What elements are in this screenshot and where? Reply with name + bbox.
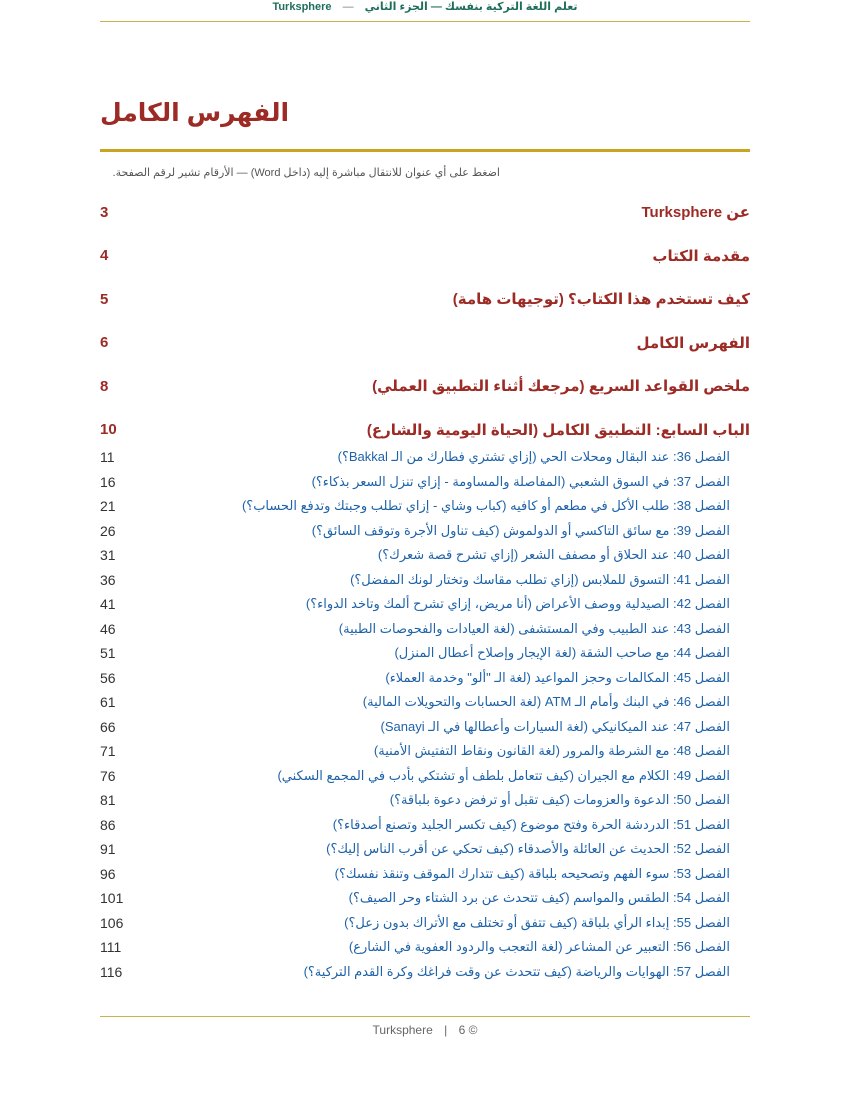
toc-page-number: 46 — [100, 620, 116, 637]
toc-chapter-entry[interactable] — [100, 939, 750, 955]
toc-chapter-entry[interactable] — [100, 694, 750, 710]
toc-page-number: 106 — [100, 914, 124, 931]
toc-main-entry[interactable] — [100, 203, 750, 221]
toc-page-number: 96 — [100, 865, 116, 882]
toc-page-number: 81 — [100, 792, 116, 808]
page-title: الفهرس الكامل — [100, 99, 290, 127]
toc-page-number: 116 — [100, 963, 123, 980]
toc-entry-title: ملخص القواعد السريع (مرجعك أثناء التطبيق العملي) — [372, 378, 750, 395]
toc-entry-title: الفصل 40: عند الحلاق أو مصفف الشعر (إزاي تشرح قصة شعرك؟) — [377, 547, 730, 562]
toc-entry-title: مقدمة الكتاب — [652, 247, 750, 265]
title-divider — [100, 149, 750, 152]
header-line — [272, 0, 577, 15]
toc-chapter-entry[interactable] — [100, 474, 750, 490]
toc-page-number: 11 — [100, 449, 115, 465]
toc-page-number: 10 — [100, 421, 117, 438]
toc-page-number: 71 — [100, 743, 116, 759]
toc-entry-title: الفصل 53: سوء الفهم وتصحيحه بلباقة (كيف تتدارك الموقف وتنقذ نفسك؟) — [334, 865, 730, 881]
toc-page-number: 51 — [100, 645, 116, 661]
toc-page-number: 6 — [100, 334, 109, 351]
toc-chapter-entry[interactable] — [100, 596, 750, 612]
toc-main-entry[interactable] — [100, 334, 750, 352]
toc-page-number: 5 — [100, 290, 109, 308]
page-footer — [100, 1023, 750, 1037]
toc-chapter-entry[interactable] — [100, 743, 750, 759]
toc-entry-title: الباب السابع: التطبيق الكامل (الحياة اليومية والشارع) — [366, 421, 750, 439]
toc-entry-title: الفصل 37: في السوق الشعبي (المفاصلة والمساومة - إزاي تنزل السعر بذكاء؟) — [311, 473, 730, 489]
toc-entry-title: الفصل 57: الهوايات والرياضة (كيف تتحدث عن وقت فراغك وكرة القدم التركية؟) — [303, 963, 730, 979]
toc-chapter-entry[interactable] — [100, 719, 750, 735]
toc-page-number: 66 — [100, 718, 116, 735]
toc-entry-title: الفصل 43: عند الطبيب وفي المستشفى (لغة العيادات والفحوصات الطبية) — [338, 620, 730, 636]
toc-main-entry[interactable] — [100, 377, 750, 395]
toc-chapter-entry[interactable] — [100, 621, 750, 637]
header-book-title: تعلم اللغة التركية بنفسك — الجزء الثاني — [364, 1, 578, 13]
toc-chapter-entry[interactable] — [100, 841, 750, 857]
toc-entry-title: الفصل 56: التعبير عن المشاعر (لغة التعجب والردود العفوية في الشارع) — [348, 939, 730, 954]
toc-page-number: 41 — [100, 596, 116, 612]
toc-entry-title: الفصل 39: مع سائق التاكسي أو الدولموش (كيف تناول الأجرة وتوقف السائق؟) — [311, 522, 730, 538]
toc-page-number: 16 — [100, 473, 116, 490]
toc-chapter-entry[interactable] — [100, 670, 750, 686]
toc-entry-title: عن Turksphere — [641, 204, 750, 221]
toc-page-number: 111 — [100, 939, 122, 955]
toc-chapter-entry[interactable] — [100, 792, 750, 808]
toc-chapter-entry[interactable] — [100, 768, 750, 784]
toc-page-number: 61 — [100, 694, 116, 710]
toc-page-number: 86 — [100, 816, 116, 833]
toc-page-number: 21 — [100, 498, 116, 514]
toc-chapter-entry[interactable] — [100, 890, 750, 906]
toc-page-number: 76 — [100, 767, 116, 784]
toc-entry-title: الفصل 55: إبداء الرأي بلباقة (كيف تتفق أو تختلف مع الأتراك بدون زعل؟) — [344, 914, 730, 930]
toc-page-number: 91 — [100, 841, 116, 857]
header-brand: Turksphere — [272, 1, 332, 13]
toc-chapter-entry[interactable] — [100, 915, 750, 931]
toc-chapter-entry[interactable] — [100, 572, 750, 588]
toc-entry-title: الفصل 42: الصيدلية ووصف الأعراض (أنا مريض، إزاي تشرح ألمك وتاخد الدواء؟) — [305, 596, 730, 611]
header-separator: — — [342, 1, 354, 13]
instruction-text: اضغط على أي عنوان للانتقال مباشرة إليه (داخل Word) — الأرقام تشير لرقم الصفحة. — [112, 167, 500, 179]
toc-entry-title: الفهرس الكامل — [636, 334, 750, 352]
toc-entry-title: الفصل 51: الدردشة الحرة وفتح موضوع (كيف تكسر الجليد وتصنع أصدقاء؟) — [332, 816, 730, 832]
toc-entry-title: الفصل 52: الحديث عن العائلة والأصدقاء (كيف تحكي عن أقرب الناس إليك؟) — [326, 841, 730, 856]
toc-entry-title: الفصل 44: مع صاحب الشقة (لغة الإيجار وإصلاح أعطال المنزل) — [394, 645, 730, 660]
toc-page-number: 31 — [100, 547, 116, 563]
toc-page-number: 8 — [100, 377, 109, 395]
footer-divider-glyph: | — [444, 1023, 448, 1037]
toc-entry-title: الفصل 38: طلب الأكل في مطعم أو كافيه (كباب وشاي - إزاي تطلب وجبتك وتدفع الحساب؟) — [241, 498, 730, 513]
footer-divider — [100, 1016, 750, 1017]
toc-chapter-entry[interactable] — [100, 645, 750, 661]
toc-chapter-entry[interactable] — [100, 866, 750, 882]
toc-page-number: 56 — [100, 669, 116, 686]
running-header — [100, 0, 750, 22]
toc-entry-title: الفصل 41: التسوق للملابس (إزاي تطلب مقاسك وتختار لونك المفضل؟) — [350, 571, 730, 587]
toc-entry-title: الفصل 49: الكلام مع الجيران (كيف تتعامل بلطف أو تشتكي بأدب في المجمع السكني) — [277, 767, 730, 783]
toc-entry-title: الفصل 54: الطقس والمواسم (كيف تتحدث عن برد الشتاء وحر الصيف؟) — [348, 890, 730, 905]
toc-chapter-entry[interactable] — [100, 498, 750, 514]
toc-page-number: 36 — [100, 571, 116, 588]
toc-main-entry[interactable] — [100, 247, 750, 265]
toc-page-number: 101 — [100, 890, 124, 906]
toc-entry-title: الفصل 45: المكالمات وحجز المواعيد (لغة الـ "ألو" وخدمة العملاء) — [385, 669, 730, 685]
toc-chapter-entry[interactable] — [100, 964, 750, 980]
toc-entry-title: كيف تستخدم هذا الكتاب؟ (توجيهات هامة) — [452, 291, 750, 308]
toc-main-entry[interactable] — [100, 421, 750, 439]
toc-page-number: 3 — [100, 203, 109, 221]
toc-chapter-entry[interactable] — [100, 449, 750, 465]
toc-entry-title: الفصل 50: الدعوة والعزومات (كيف تقبل أو ترفض دعوة بلباقة؟) — [389, 792, 730, 807]
toc-entry-title: الفصل 47: عند الميكانيكي (لغة السيارات وأعطالها في الـ Sanayi) — [380, 718, 730, 734]
toc-page-number: 26 — [100, 522, 116, 539]
toc-chapter-entry[interactable] — [100, 547, 750, 563]
toc-page-number: 4 — [100, 247, 109, 264]
toc-main-entry[interactable] — [100, 290, 750, 308]
toc-chapter-entry[interactable] — [100, 817, 750, 833]
footer-brand: Turksphere — [372, 1023, 433, 1037]
toc-entry-title: الفصل 48: مع الشرطة والمرور (لغة القانون ونقاط التفتيش الأمنية) — [373, 743, 730, 758]
toc-entry-title: الفصل 36: عند البقال ومحلات الحي (إزاي تشتري فطارك من الـ Bakkal؟) — [337, 449, 730, 464]
footer-page-number: 6 © — [458, 1023, 478, 1037]
toc-entry-title: الفصل 46: في البنك وأمام الـ ATM (لغة الحسابات والتحويلات المالية) — [362, 694, 730, 709]
toc-chapter-entry[interactable] — [100, 523, 750, 539]
